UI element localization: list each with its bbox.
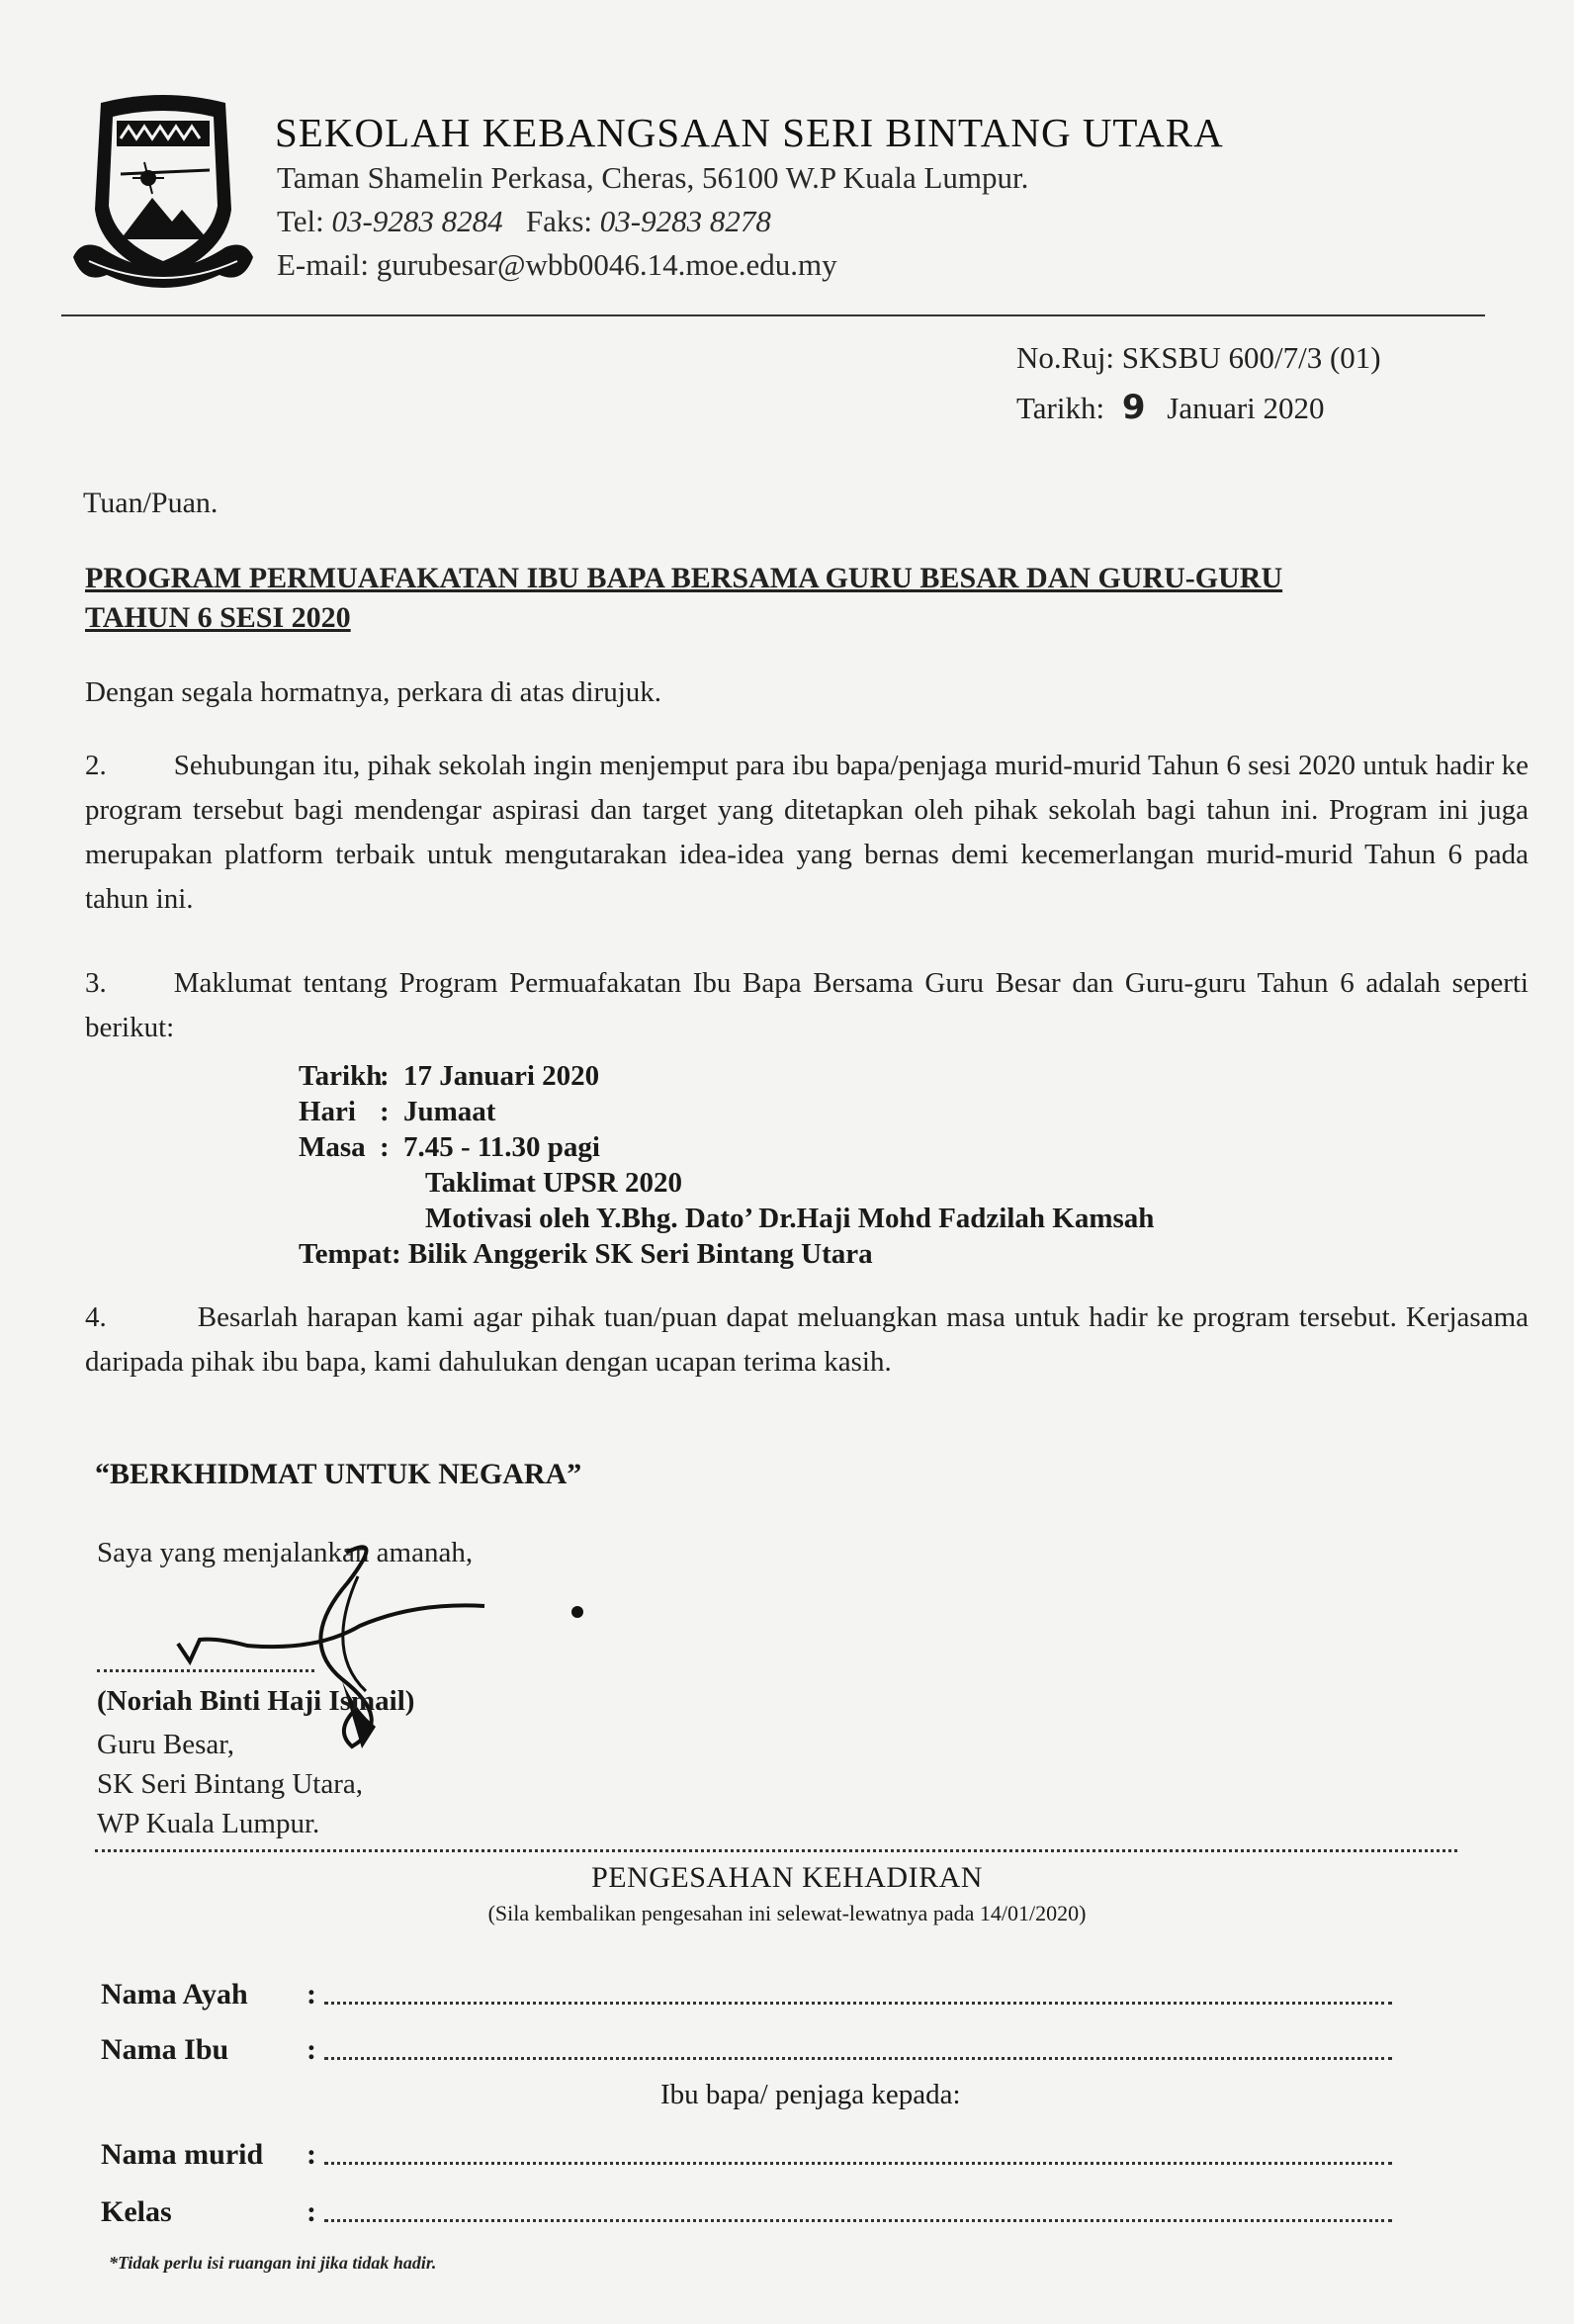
letter-date	[1016, 388, 1325, 427]
detail-tempat-value: Bilik Anggerik SK Seri Bintang Utara	[407, 1238, 873, 1270]
opening-sentence: Dengan segala hormatnya, perkara di atas dirujuk.	[85, 676, 662, 708]
paragraph-4-text: Besarlah harapan kami agar pihak tuan/puan dapat meluangkan masa untuk hadir ke program tersebut. Kerjasama daripada pihak ibu bapa, kami dahulukan dengan ucapan terima kasih.	[85, 1301, 1529, 1378]
nama-ibu-label: Nama Ibu	[101, 2033, 229, 2066]
nama-murid-field[interactable]	[324, 2162, 1392, 2165]
detail-hari-label: Hari	[299, 1096, 356, 1127]
reference-number: No.Ruj: SKSBU 600/7/3 (01)	[1016, 340, 1381, 375]
contact-email	[277, 247, 837, 283]
nama-ayah-colon: :	[306, 1978, 316, 2011]
detail-hari: Hari : Jumaat	[299, 1096, 496, 1127]
signatory-name: (Noriah Binti Haji Ismail)	[97, 1685, 415, 1717]
nama-ayah-label: Nama Ayah	[101, 1978, 248, 2011]
paragraph-2-text: Sehubungan itu, pihak sekolah ingin menjemput para ibu bapa/penjaga murid-murid Tahun 6 sesi 2020 untuk hadir ke program tersebut bagi mendengar aspirasi dan target yang ditetapkan oleh pihak sekolah bagi tahun ini. Program ini juga merupakan platform terbaik untuk mengutarakan idea-idea yang bernas demi kecemerlangan murid-murid Tahun 6 pada tahun ini.	[85, 750, 1529, 915]
motto: “BERKHIDMAT UNTUK NEGARA”	[95, 1458, 582, 1490]
paragraph-2-number: 2.	[85, 750, 107, 781]
paragraph-3	[85, 961, 1529, 1050]
signatory-school: SK Seri Bintang Utara,	[97, 1768, 364, 1800]
signatory-location: WP Kuala Lumpur.	[97, 1808, 320, 1839]
letter-title-line1: PROGRAM PERMUAFAKATAN IBU BAPA BERSAMA GURU BESAR DAN GURU-GURU	[85, 562, 1283, 594]
kelas-label: Kelas	[101, 2195, 172, 2228]
detail-masa: Masa : 7.45 - 11.30 pagi	[299, 1131, 600, 1163]
detail-tarikh: Tarikh : 17 Januari 2020	[299, 1060, 600, 1092]
nama-ibu-colon: :	[306, 2033, 316, 2066]
paragraph-3-text: Maklumat tentang Program Permuafakatan Ibu Bapa Bersama Guru Besar dan Guru-guru Tahun 6 adalah seperti berikut:	[85, 967, 1529, 1043]
detail-tarikh-value: 17 Januari 2020	[403, 1060, 600, 1092]
form-footnote: *Tidak perlu isi ruangan ini jika tidak hadir.	[109, 2253, 437, 2273]
fax-number: 03-9283 8278	[599, 204, 771, 238]
kelas-field[interactable]	[324, 2219, 1392, 2222]
nama-ayah-field[interactable]	[324, 2002, 1392, 2005]
detail-tarikh-label: Tarikh	[299, 1060, 383, 1092]
form-heading: PENGESAHAN KEHADIRAN	[591, 1861, 983, 1894]
ibu-bapa-line: Ibu bapa/ penjaga kepada:	[660, 2079, 961, 2110]
contact-phone-fax	[277, 204, 771, 239]
email-label: E-mail:	[277, 247, 369, 282]
detail-item-1: Taklimat UPSR 2020	[425, 1167, 682, 1199]
nama-ibu-field[interactable]	[324, 2057, 1392, 2060]
program-details	[299, 1058, 1154, 1272]
detail-tempat-label: Tempat:	[299, 1238, 401, 1270]
form-subheading: (Sila kembalikan pengesahan ini selewat-lewatnya pada 14/01/2020)	[487, 1901, 1087, 1925]
detail-tempat	[299, 1236, 1154, 1272]
detail-hari-value: Jumaat	[403, 1096, 496, 1127]
paragraph-4-number: 4.	[85, 1301, 107, 1333]
paragraph-4	[85, 1296, 1529, 1385]
detail-item-2: Motivasi oleh Y.Bhg. Dato’ Dr.Haji Mohd Fadzilah Kamsah	[425, 1203, 1155, 1234]
detail-masa-label: Masa	[299, 1131, 366, 1163]
closing-amanah: Saya yang menjalankan amanah,	[97, 1537, 474, 1568]
kelas-colon: :	[306, 2195, 316, 2228]
fax-label: Faks:	[525, 204, 593, 238]
email-address: gurubesar@wbb0046.14.moe.edu.my	[376, 247, 837, 282]
date-month-year: Januari 2020	[1167, 391, 1325, 425]
school-address: Taman Shamelin Perkasa, Cheras, 56100 W.P Kuala Lumpur.	[277, 160, 1029, 195]
school-name: SEKOLAH KEBANGSAAN SERI BINTANG UTARA	[275, 110, 1224, 155]
tear-off-dotted-line	[95, 1849, 1457, 1852]
school-crest-logo	[61, 91, 265, 297]
letter-title-line2: TAHUN 6 SESI 2020	[85, 601, 351, 634]
letterhead-divider	[61, 314, 1485, 316]
salutation: Tuan/Puan.	[83, 487, 219, 519]
nama-murid-colon: :	[306, 2138, 316, 2171]
signature-dotted-line	[97, 1669, 314, 1672]
signatory-role: Guru Besar,	[97, 1729, 234, 1760]
tel-number: 03-9283 8284	[331, 204, 503, 238]
date-label: Tarikh:	[1016, 391, 1105, 425]
nama-murid-label: Nama murid	[101, 2138, 264, 2171]
paragraph-3-number: 3.	[85, 967, 107, 999]
tel-label: Tel:	[277, 204, 324, 238]
detail-masa-value: 7.45 - 11.30 pagi	[403, 1131, 600, 1163]
paragraph-2	[85, 744, 1529, 922]
date-day-handwritten: 9	[1121, 388, 1146, 427]
